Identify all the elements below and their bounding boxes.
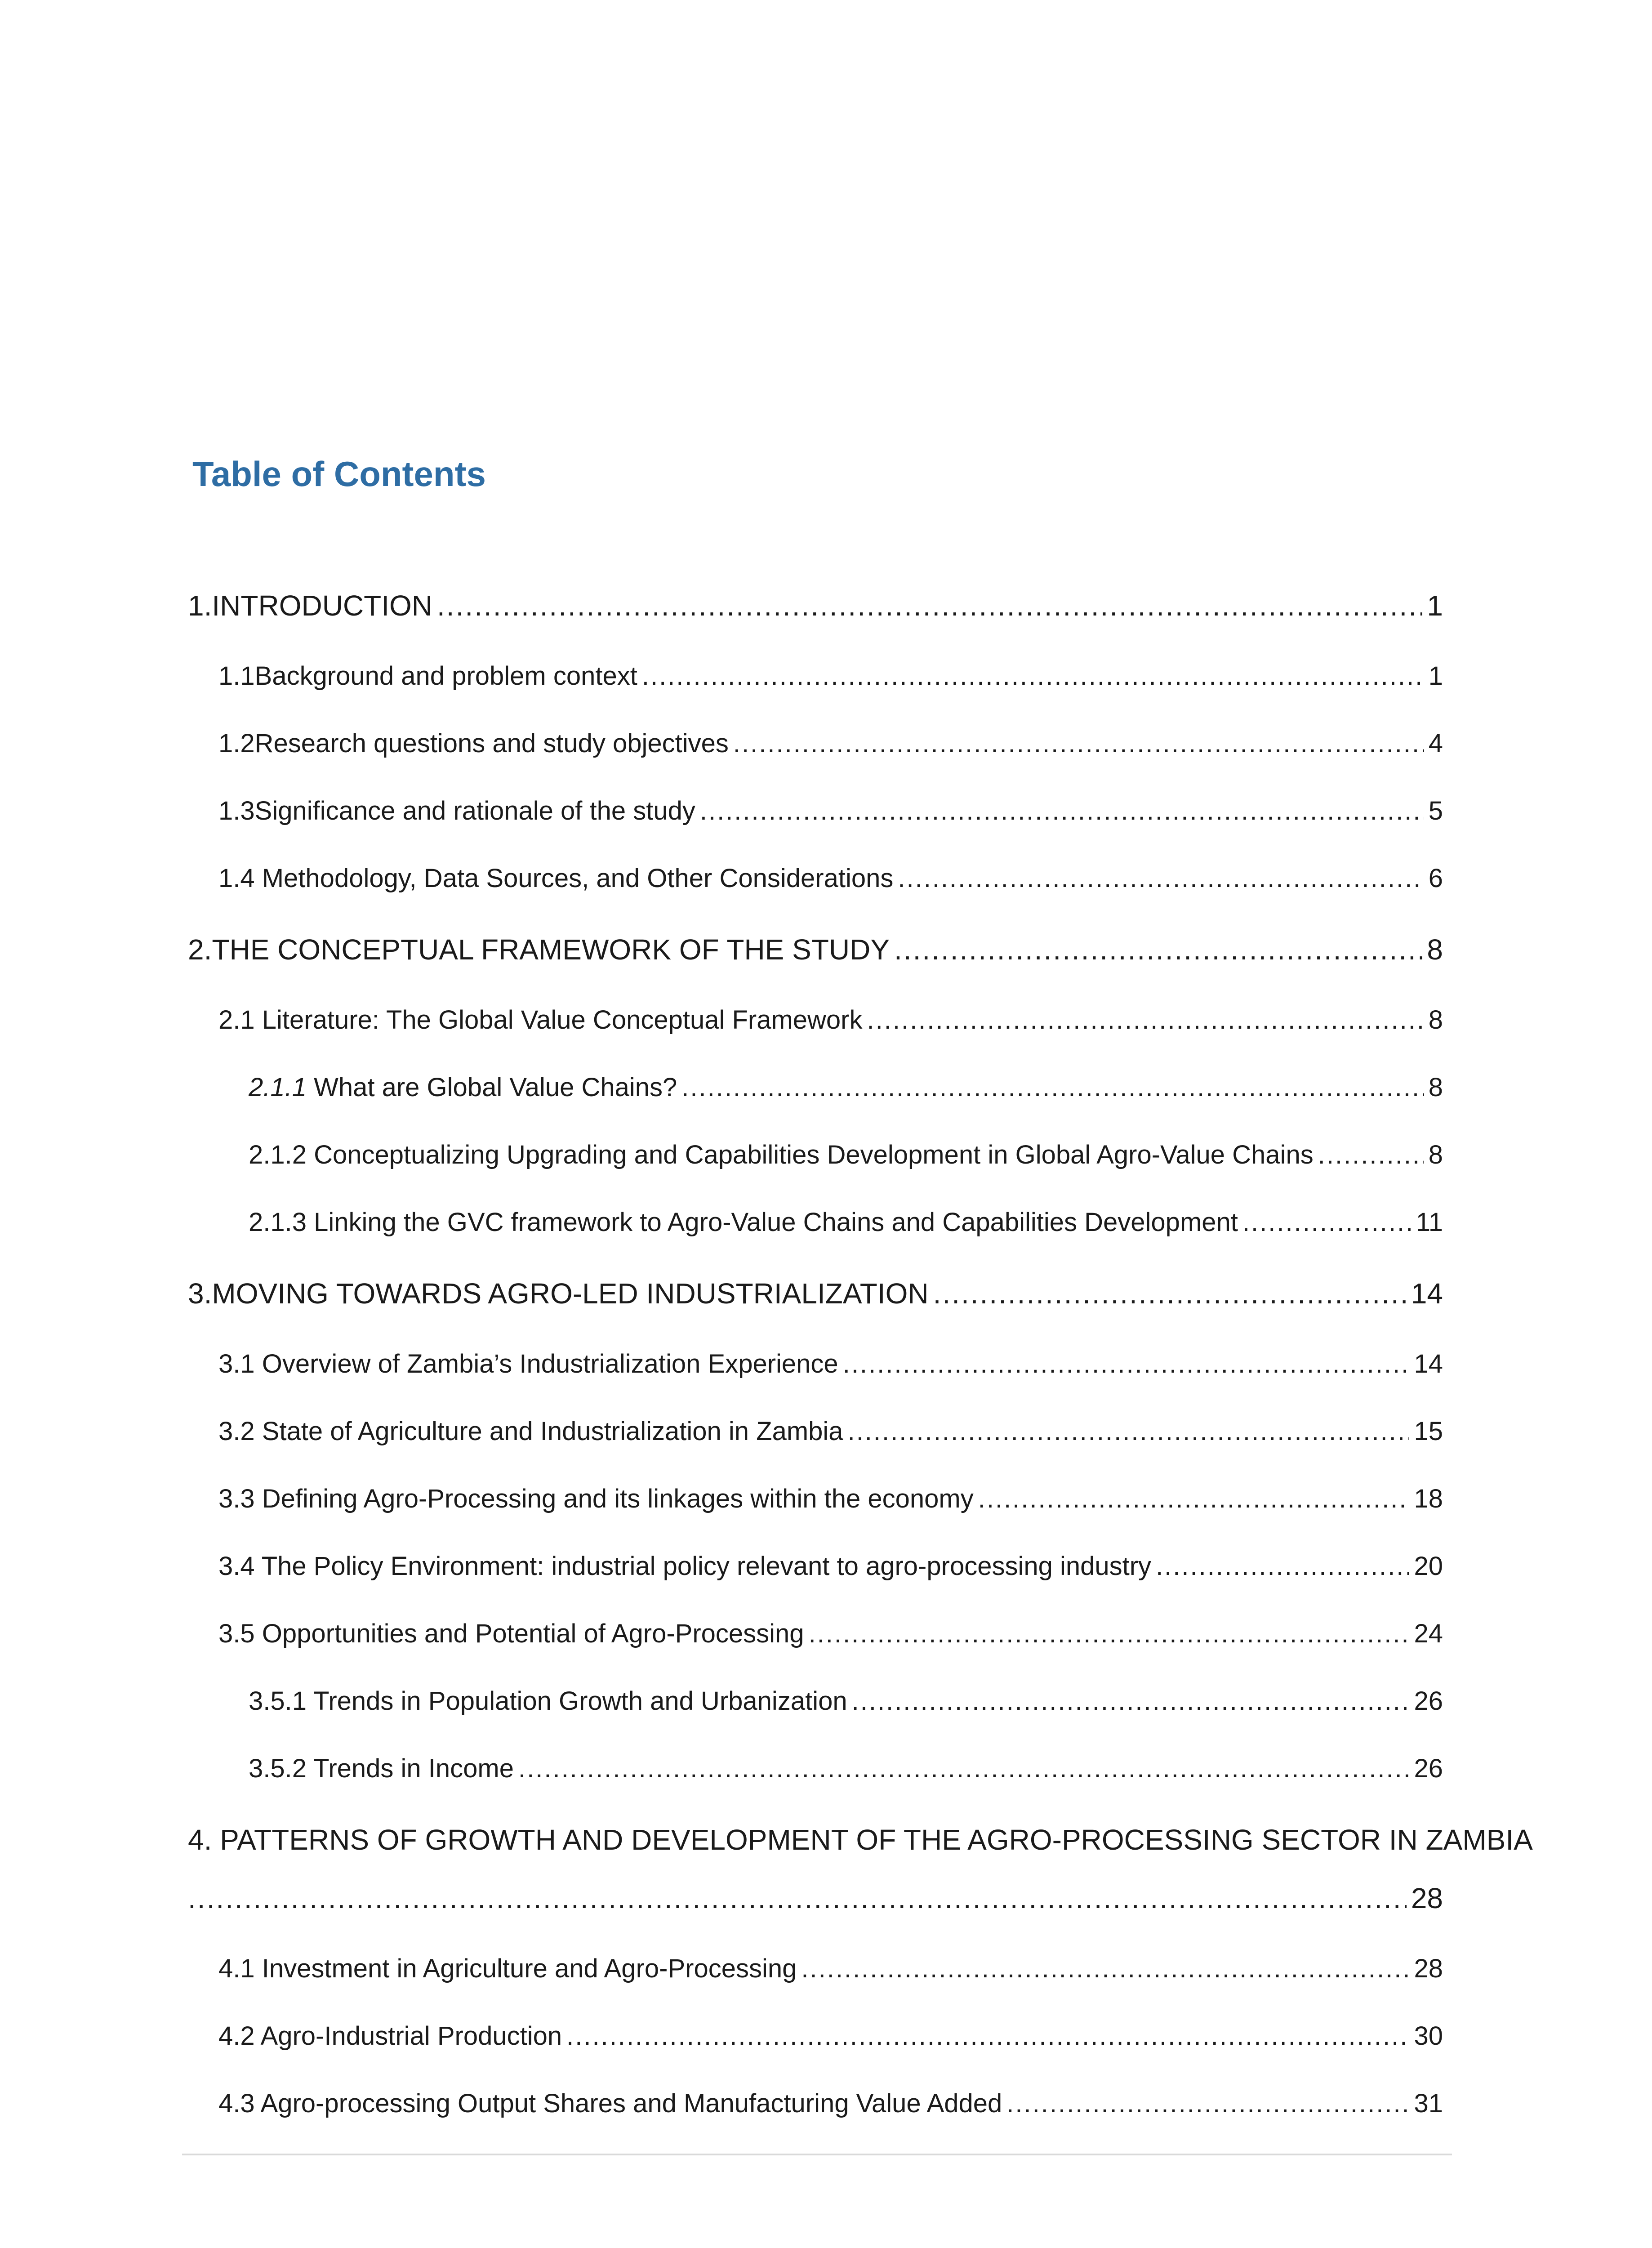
toc-entry-title: 4.2 Agro-Industrial Production bbox=[218, 2021, 562, 2051]
dot-leader bbox=[642, 663, 1424, 689]
toc-entry-2-1-2[interactable] bbox=[188, 1142, 1443, 1168]
toc-entry-4[interactable] bbox=[188, 1884, 1443, 1913]
toc-entry-3-1[interactable] bbox=[188, 1351, 1443, 1377]
dot-leader bbox=[801, 1956, 1409, 1982]
toc-entry-number: 2.1.1 bbox=[249, 1073, 307, 1102]
toc-entry-title: 3.5.2 Trends in Income bbox=[249, 1754, 514, 1783]
toc-entry-title: 4.3 Agro-processing Output Shares and Manufacturing Value Added bbox=[218, 2089, 1002, 2118]
toc-entry-page: 28 bbox=[1411, 1882, 1443, 1914]
toc-entry-2-1-3[interactable] bbox=[188, 1209, 1443, 1236]
toc-entry-page: 8 bbox=[1428, 1140, 1443, 1169]
dot-leader bbox=[1156, 1553, 1409, 1579]
toc-entry-1-2[interactable] bbox=[188, 731, 1443, 757]
toc-entry-3[interactable] bbox=[188, 1279, 1443, 1308]
toc-entry-1-3[interactable] bbox=[188, 798, 1443, 824]
toc-entry-page: 20 bbox=[1414, 1552, 1443, 1581]
toc-entry-3-5-1[interactable] bbox=[188, 1688, 1443, 1714]
toc-entry-1[interactable] bbox=[188, 591, 1443, 620]
dot-leader bbox=[867, 1007, 1424, 1033]
dot-leader bbox=[848, 1418, 1410, 1445]
page-divider bbox=[182, 2154, 1452, 2155]
toc-entry-title: 3.4 The Policy Environment: industrial policy relevant to agro-processing industry bbox=[218, 1552, 1152, 1581]
dot-leader bbox=[852, 1688, 1410, 1714]
toc-entry-3-5-2[interactable] bbox=[188, 1756, 1443, 1782]
toc-entry-4-2[interactable] bbox=[188, 2023, 1443, 2049]
toc-entry-page: 6 bbox=[1428, 864, 1443, 893]
toc-entry-number: 1. bbox=[188, 589, 212, 622]
dot-leader bbox=[933, 1279, 1407, 1308]
toc-entry-page: 14 bbox=[1414, 1349, 1443, 1378]
toc-entry-page: 8 bbox=[1428, 1005, 1443, 1035]
dot-leader bbox=[700, 798, 1424, 824]
toc-entry-title: 2.1 Literature: The Global Value Conceptual Framework bbox=[218, 1005, 863, 1035]
toc-entry-title: 3.2 State of Agriculture and Industrialization in Zambia bbox=[218, 1417, 843, 1446]
toc-entry-2[interactable] bbox=[188, 935, 1443, 964]
dot-leader bbox=[518, 1756, 1409, 1782]
toc-entry-page: 26 bbox=[1414, 1754, 1443, 1783]
toc-entry-4-title[interactable]: 4. PATTERNS OF GROWTH AND DEVELOPMENT OF THE AGRO-PROCESSING SECTOR IN ZAMBIA bbox=[188, 1824, 1533, 1856]
toc-entry-title: MOVING TOWARDS AGRO-LED INDUSTRIALIZATION bbox=[212, 1277, 929, 1310]
dot-leader bbox=[733, 731, 1424, 757]
toc-entry-2-1-1[interactable] bbox=[188, 1075, 1443, 1101]
toc-entry-number: 2. bbox=[188, 933, 212, 966]
toc-entry-title: Significance and rationale of the study bbox=[254, 796, 695, 825]
dot-leader bbox=[437, 591, 1422, 620]
toc-entry-title: 3.5 Opportunities and Potential of Agro-Processing bbox=[218, 1619, 804, 1648]
toc-entry-title: 4.1 Investment in Agriculture and Agro-Processing bbox=[218, 1954, 797, 1983]
toc-entry-page: 24 bbox=[1414, 1619, 1443, 1648]
dot-leader bbox=[843, 1351, 1410, 1377]
dot-leader bbox=[1006, 2091, 1409, 2117]
toc-entry-number: 1.3 bbox=[218, 796, 255, 825]
toc-entry-4-1[interactable] bbox=[188, 1956, 1443, 1982]
toc-entry-page: 14 bbox=[1411, 1277, 1443, 1310]
toc-entry-1-4[interactable] bbox=[188, 865, 1443, 892]
toc-entry-title-text: What are Global Value Chains? bbox=[314, 1073, 677, 1102]
toc-entry-page: 1 bbox=[1427, 589, 1443, 622]
toc-entry-number: 1.1 bbox=[218, 661, 255, 691]
toc-entry-page: 4 bbox=[1428, 729, 1443, 758]
toc-entry-page: 8 bbox=[1428, 1073, 1443, 1102]
toc-entry-title: 3.1 Overview of Zambia’s Industrialization Experience bbox=[218, 1349, 838, 1378]
toc-entry-3-5[interactable] bbox=[188, 1621, 1443, 1647]
dot-leader bbox=[188, 1884, 1407, 1913]
toc-entry-title: Research questions and study objectives bbox=[254, 729, 729, 758]
toc-entry-title: 1.4 Methodology, Data Sources, and Other Considerations bbox=[218, 864, 894, 893]
toc-entry-page: 31 bbox=[1414, 2089, 1443, 2118]
toc-entry-title: 3.3 Defining Agro-Processing and its linkages within the economy bbox=[218, 1484, 974, 1513]
toc-entry-page: 26 bbox=[1414, 1686, 1443, 1716]
toc-entry-page: 30 bbox=[1414, 2021, 1443, 2051]
toc-entry-page: 11 bbox=[1416, 1208, 1443, 1237]
toc-entry-page: 18 bbox=[1414, 1484, 1443, 1513]
toc-heading: Table of Contents bbox=[192, 454, 486, 494]
toc-entry-title: INTRODUCTION bbox=[212, 589, 432, 622]
toc-entry-title: 2.1.2 Conceptualizing Upgrading and Capabilities Development in Global Agro-Value Chains bbox=[249, 1140, 1314, 1169]
dot-leader bbox=[681, 1075, 1424, 1101]
toc-entry-title: THE CONCEPTUAL FRAMEWORK OF THE STUDY bbox=[212, 933, 890, 966]
dot-leader bbox=[1242, 1209, 1412, 1236]
dot-leader bbox=[978, 1486, 1410, 1512]
toc-entry-3-4[interactable] bbox=[188, 1553, 1443, 1579]
dot-leader bbox=[894, 935, 1422, 964]
toc-entry-title: 2.1.3 Linking the GVC framework to Agro-Value Chains and Capabilities Development bbox=[249, 1208, 1238, 1237]
toc-entry-number: 3. bbox=[188, 1277, 212, 1310]
toc-entry-2-1[interactable] bbox=[188, 1007, 1443, 1033]
dot-leader bbox=[898, 865, 1424, 892]
toc-entry-3-2[interactable] bbox=[188, 1418, 1443, 1445]
toc-entry-title: Background and problem context bbox=[254, 661, 637, 691]
toc-entry-1-1[interactable] bbox=[188, 663, 1443, 689]
toc-entry-page: 8 bbox=[1427, 933, 1443, 966]
toc-entry-page: 15 bbox=[1414, 1417, 1443, 1446]
dot-leader bbox=[809, 1621, 1410, 1647]
toc-entry-title: 3.5.1 Trends in Population Growth and Urbanization bbox=[249, 1686, 847, 1716]
toc-entry-page: 1 bbox=[1428, 661, 1443, 691]
toc-entry-page: 28 bbox=[1414, 1954, 1443, 1983]
toc-entry-3-3[interactable] bbox=[188, 1486, 1443, 1512]
dot-leader bbox=[566, 2023, 1409, 2049]
dot-leader bbox=[1318, 1142, 1424, 1168]
toc-entry-title bbox=[249, 1075, 677, 1101]
toc-entry-4-3[interactable] bbox=[188, 2091, 1443, 2117]
toc-entry-page: 5 bbox=[1428, 796, 1443, 825]
toc-entry-number: 1.2 bbox=[218, 729, 255, 758]
